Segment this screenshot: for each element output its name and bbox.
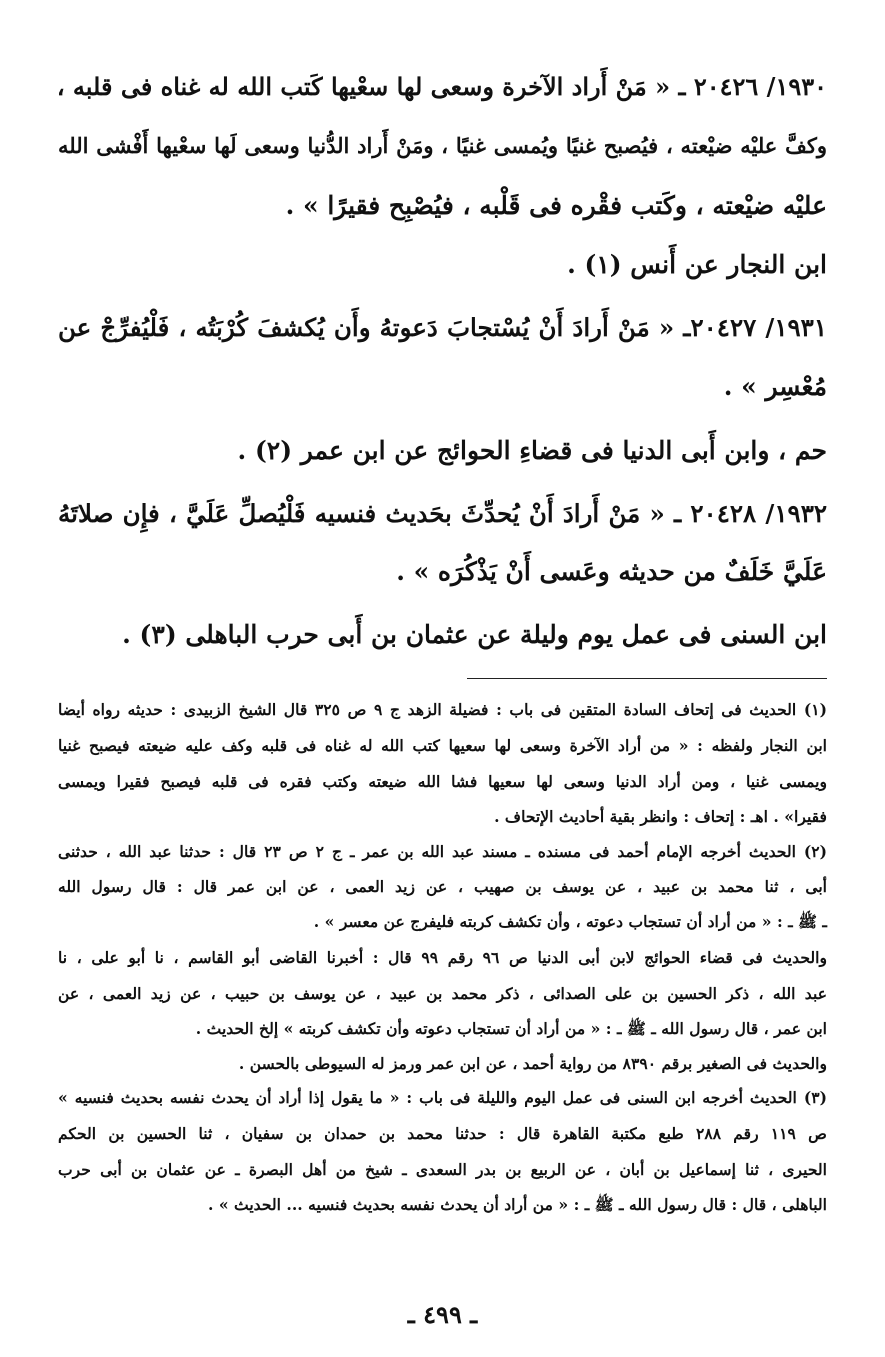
- hadith-1931-line-2: مُعْسِر » .: [723, 372, 827, 401]
- footnote-1-line-1: (١) الحديث فى إتحاف السادة المتقين فى باب : فضيلة الزهد ج ٩ ص ٣٢٥ قال الشيخ الزبيدى : حديثه رواه أيضا: [58, 700, 827, 719]
- hadith-1931-line-1: ١٩٣١/ ٢٠٤٢٧ـ « مَنْ أَرادَ أَنْ يُسْتجابَ دَعوتهُ وأَن يُكشفَ كُرْبَتُه ، فَلْيُفرِّجْ عن: [58, 313, 827, 342]
- footnote-2-line-3: ـ ﷺ ـ : « من أراد أن تستجاب دعوته ، وأن تكشف كربته فليفرج عن معسر » .: [313, 912, 827, 931]
- footnote-1-line-3: ويمسى غنيا ، ومن أراد الدنيا وسعى لها سعيها فشا الله ضيعته وكتب فقره فى قلبه فيصبح فقيرا ويمسى: [58, 772, 827, 791]
- source-1932: ابن السنى فى عمل يوم وليلة عن عثمان بن أَبى حرب الباهلى (٣) .: [122, 620, 827, 649]
- hadith-1930-line-2: وكفَّ عليْه ضيْعته ، فيُصبح غنيًا ويُمسى غنيًا ، ومَنْ أَراد الدُّنيا وسعى لَها سعْيها أَفْشى الله: [58, 133, 827, 158]
- footnote-3-line-4: الباهلى ، قال : قال رسول الله ـ ﷺ ـ : « من أراد أن يحدث نفسه بحديث فنسيه ... الحديث » .: [207, 1195, 827, 1214]
- footnote-2-line-7: والحديث فى الصغير برقم ٨٣٩٠ من رواية أحمد ، عن ابن عمر ورمز له السيوطى بالحسن .: [238, 1054, 827, 1073]
- hadith-1930-line-3: عليْه ضيْعته ، وكَتب فقْره فى قَلْبه ، فيُصْبِح فقيرًا » .: [285, 191, 827, 220]
- footnote-separator: [467, 678, 827, 679]
- hadith-1932-line-1: ١٩٣٢/ ٢٠٤٢٨ ـ « مَنْ أَرادَ أَنْ يُحدِّثَ بحَديث فنسيه فَلْيُصلِّ عَلَيَّ ، فإِن صلاتَهُ: [58, 499, 828, 528]
- footnote-2-line-1: (٢) الحديث أخرجه الإمام أحمد فى مسنده ـ مسند عبد الله بن عمر ـ ج ٢ ص ٢٣ قال : حدثنا عبد الله ، حدثنى: [58, 842, 827, 861]
- footnote-2-line-4: والحديث فى قضاء الحوائج لابن أبى الدنيا ص ٩٦ رقم ٩٩ قال : أخبرنا القاضى أبو القاسم ، نا أبو على ، نا: [58, 948, 827, 967]
- page-number: ـ ٤٩٩ ـ: [407, 1300, 478, 1329]
- hadith-1930-line-1: ١٩٣٠/ ٢٠٤٢٦ ـ « مَنْ أَراد الآخرة وسعى لها سعْيها كَتب الله له غناه فى قلبه ،: [56, 72, 827, 101]
- footnote-2-line-2: أبى ، ثنا محمد بن عبيد ، عن يوسف بن صهيب ، عن زيد العمى ، عن ابن عمر قال : قال رسول الله: [58, 877, 827, 896]
- hadith-1932-line-2: عَلَيَّ خَلَفٌ من حديثه وعَسى أَنْ يَذْكُرَه » .: [396, 557, 827, 586]
- footnote-2-line-6: ابن عمر ، قال رسول الله ـ ﷺ ـ : « من أراد أن تستجاب دعوته وأن تكشف كربته » إلخ الحديث .: [195, 1019, 827, 1038]
- footnote-2-line-5: عبد الله ، ذكر الحسين بن على الصدائى ، ذكر محمد بن عبيد ، عن يوسف بن حبيب ، عن زيد العمى ، عن: [58, 984, 827, 1003]
- footnote-3-line-1: (٣) الحديث أخرجه ابن السنى فى عمل اليوم والليلة فى باب : « ما يقول إذا أراد أن يحدث نفسه بحديث فنسيه »: [58, 1088, 827, 1107]
- footnote-3-line-3: الحيرى ، ثنا إسماعيل بن أبان ، عن الربيع بن بدر السعدى ـ شيخ من أهل البصرة ـ عن عثمان بن أبى حرب: [58, 1160, 827, 1179]
- source-1930: ابن النجار عن أَنس (١) .: [567, 250, 827, 279]
- footnote-1-line-4: فقيرا» . اهـ : إتحاف : وانظر بقية أحاديث الإتحاف .: [494, 807, 827, 826]
- source-1931: حم ، وابن أَبى الدنيا فى قضاءِ الحوائج عن ابن عمر (٢) .: [237, 436, 827, 465]
- footnote-3-line-2: ص ١١٩ رقم ٢٨٨ طبع مكتبة القاهرة قال : حدثنا محمد بن حمدان بن سفيان ، ثنا الحسين بن الحكم: [58, 1124, 827, 1143]
- footnote-1-line-2: ابن النجار ولفظه : « من أراد الآخرة وسعى لها سعيها كتب الله له غناه فى قلبه وكف عليه ضيعته فيصبح غنيا: [58, 736, 827, 755]
